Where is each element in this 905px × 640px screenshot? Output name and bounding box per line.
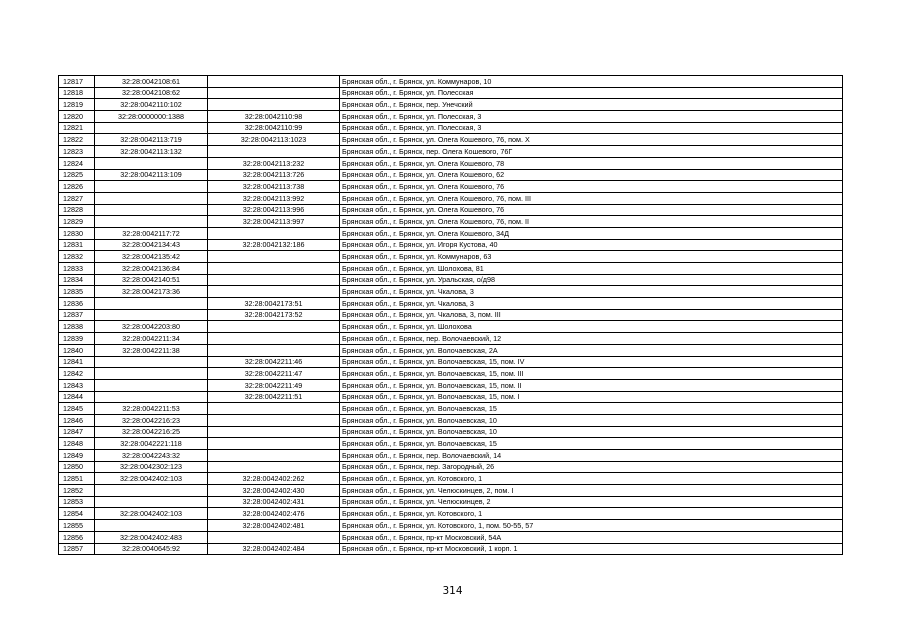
related-cadastral-number-cell: 32:28:0042402:430	[208, 485, 340, 497]
table-row	[59, 333, 843, 345]
table-row	[59, 122, 843, 134]
table-row	[59, 531, 843, 543]
registry-table-body	[59, 76, 843, 555]
address-cell: Брянская обл., г. Брянск, ул. Чкалова, 3, пом. III	[340, 309, 843, 321]
table-row	[59, 403, 843, 415]
table-row	[59, 391, 843, 403]
row-number-cell: 12851	[59, 473, 95, 485]
related-cadastral-number-cell: 32:28:0042211:51	[208, 391, 340, 403]
row-number-cell: 12845	[59, 403, 95, 415]
row-number-cell: 12837	[59, 309, 95, 321]
row-number-cell: 12848	[59, 438, 95, 450]
row-number-cell: 12831	[59, 239, 95, 251]
related-cadastral-number-cell	[208, 87, 340, 99]
address-cell: Брянская обл., г. Брянск, ул. Шолохова, 81	[340, 263, 843, 275]
related-cadastral-number-cell: 32:28:0042402:484	[208, 543, 340, 555]
table-row	[59, 309, 843, 321]
address-cell: Брянская обл., г. Брянск, ул. Игоря Кустова, 40	[340, 239, 843, 251]
address-cell: Брянская обл., г. Брянск, ул. Полесская	[340, 87, 843, 99]
cadastral-number-cell: 32:28:0042136:84	[95, 263, 208, 275]
row-number-cell: 12823	[59, 146, 95, 158]
cadastral-number-cell: 32:28:0042117:72	[95, 227, 208, 239]
row-number-cell: 12819	[59, 99, 95, 111]
cadastral-number-cell: 32:28:0042402:103	[95, 473, 208, 485]
cadastral-number-cell: 32:28:0042216:23	[95, 414, 208, 426]
address-cell: Брянская обл., г. Брянск, пер. Загородный, 26	[340, 461, 843, 473]
table-row	[59, 263, 843, 275]
related-cadastral-number-cell	[208, 321, 340, 333]
address-cell: Брянская обл., г. Брянск, ул. Уральская, о/д98	[340, 274, 843, 286]
cadastral-number-cell: 32:28:0042110:102	[95, 99, 208, 111]
related-cadastral-number-cell: 32:28:0042110:98	[208, 111, 340, 123]
row-number-cell: 12833	[59, 263, 95, 275]
row-number-cell: 12840	[59, 344, 95, 356]
table-row	[59, 204, 843, 216]
cadastral-number-cell: 32:28:0042134:43	[95, 239, 208, 251]
table-row	[59, 414, 843, 426]
cadastral-number-cell	[95, 368, 208, 380]
row-number-cell: 12822	[59, 134, 95, 146]
row-number-cell: 12849	[59, 450, 95, 462]
related-cadastral-number-cell	[208, 227, 340, 239]
related-cadastral-number-cell	[208, 333, 340, 345]
related-cadastral-number-cell: 32:28:0042113:996	[208, 204, 340, 216]
cadastral-number-cell: 32:28:0042221:118	[95, 438, 208, 450]
address-cell: Брянская обл., г. Брянск, пер. Олега Кошевого, 76Г	[340, 146, 843, 158]
related-cadastral-number-cell	[208, 438, 340, 450]
row-number-cell: 12838	[59, 321, 95, 333]
address-cell: Брянская обл., г. Брянск, пер. Волочаевский, 14	[340, 450, 843, 462]
table-row	[59, 99, 843, 111]
cadastral-number-cell: 32:28:0042135:42	[95, 251, 208, 263]
table-row	[59, 379, 843, 391]
address-cell: Брянская обл., г. Брянск, ул. Шолохова	[340, 321, 843, 333]
table-row	[59, 356, 843, 368]
cadastral-number-cell	[95, 485, 208, 497]
related-cadastral-number-cell: 32:28:0042173:52	[208, 309, 340, 321]
related-cadastral-number-cell	[208, 414, 340, 426]
cadastral-number-cell	[95, 157, 208, 169]
cadastral-number-cell: 32:28:0042402:483	[95, 531, 208, 543]
row-number-cell: 12857	[59, 543, 95, 555]
table-row	[59, 368, 843, 380]
table-row	[59, 508, 843, 520]
cadastral-number-cell	[95, 181, 208, 193]
related-cadastral-number-cell: 32:28:0042113:997	[208, 216, 340, 228]
row-number-cell: 12834	[59, 274, 95, 286]
related-cadastral-number-cell: 32:28:0042211:46	[208, 356, 340, 368]
cadastral-number-cell: 32:28:0042211:34	[95, 333, 208, 345]
related-cadastral-number-cell: 32:28:0042402:476	[208, 508, 340, 520]
cadastral-number-cell: 32:28:0042113:132	[95, 146, 208, 158]
row-number-cell: 12839	[59, 333, 95, 345]
table-row	[59, 216, 843, 228]
address-cell: Брянская обл., г. Брянск, ул. Челюскинцев, 2, пом. I	[340, 485, 843, 497]
cadastral-number-cell: 32:28:0040645:92	[95, 543, 208, 555]
address-cell: Брянская обл., г. Брянск, ул. Котовского, 1	[340, 508, 843, 520]
table-row	[59, 473, 843, 485]
related-cadastral-number-cell	[208, 251, 340, 263]
cadastral-number-cell	[95, 356, 208, 368]
cadastral-number-cell: 32:28:0042140:51	[95, 274, 208, 286]
address-cell: Брянская обл., г. Брянск, ул. Олега Кошевого, 78	[340, 157, 843, 169]
row-number-cell: 12818	[59, 87, 95, 99]
address-cell: Брянская обл., г. Брянск, ул. Олега Кошевого, 76	[340, 204, 843, 216]
row-number-cell: 12817	[59, 76, 95, 88]
address-cell: Брянская обл., г. Брянск, ул. Олега Кошевого, 76, пом. II	[340, 216, 843, 228]
table-row	[59, 146, 843, 158]
address-cell: Брянская обл., г. Брянск, ул. Чкалова, 3	[340, 286, 843, 298]
row-number-cell: 12826	[59, 181, 95, 193]
address-cell: Брянская обл., г. Брянск, ул. Челюскинцев, 2	[340, 496, 843, 508]
related-cadastral-number-cell	[208, 461, 340, 473]
row-number-cell: 12820	[59, 111, 95, 123]
cadastral-number-cell	[95, 379, 208, 391]
related-cadastral-number-cell: 32:28:0042113:992	[208, 192, 340, 204]
table-row	[59, 450, 843, 462]
address-cell: Брянская обл., г. Брянск, ул. Коммунаров, 63	[340, 251, 843, 263]
related-cadastral-number-cell	[208, 344, 340, 356]
related-cadastral-number-cell	[208, 531, 340, 543]
row-number-cell: 12842	[59, 368, 95, 380]
row-number-cell: 12853	[59, 496, 95, 508]
address-cell: Брянская обл., г. Брянск, ул. Олега Кошевого, 62	[340, 169, 843, 181]
row-number-cell: 12829	[59, 216, 95, 228]
table-row	[59, 87, 843, 99]
cadastral-number-cell: 32:28:0042211:53	[95, 403, 208, 415]
cadastral-number-cell: 32:28:0000000:1388	[95, 111, 208, 123]
cadastral-number-cell: 32:28:0042302:123	[95, 461, 208, 473]
cadastral-number-cell: 32:28:0042173:36	[95, 286, 208, 298]
related-cadastral-number-cell: 32:28:0042402:262	[208, 473, 340, 485]
row-number-cell: 12844	[59, 391, 95, 403]
address-cell: Брянская обл., г. Брянск, ул. Волочаевская, 15, пом. III	[340, 368, 843, 380]
table-row	[59, 169, 843, 181]
address-cell: Брянская обл., г. Брянск, ул. Олега Кошевого, 76, пом. III	[340, 192, 843, 204]
table-row	[59, 76, 843, 88]
row-number-cell: 12852	[59, 485, 95, 497]
cadastral-number-cell	[95, 496, 208, 508]
cadastral-number-cell: 32:28:0042113:109	[95, 169, 208, 181]
row-number-cell: 12832	[59, 251, 95, 263]
address-cell: Брянская обл., г. Брянск, ул. Волочаевская, 10	[340, 414, 843, 426]
table-row	[59, 543, 843, 555]
cadastral-number-cell: 32:28:0042108:62	[95, 87, 208, 99]
address-cell: Брянская обл., г. Брянск, ул. Волочаевская, 15, пом. IV	[340, 356, 843, 368]
table-row	[59, 520, 843, 532]
table-row	[59, 438, 843, 450]
related-cadastral-number-cell	[208, 76, 340, 88]
row-number-cell: 12854	[59, 508, 95, 520]
address-cell: Брянская обл., г. Брянск, ул. Волочаевская, 15	[340, 438, 843, 450]
address-cell: Брянская обл., г. Брянск, ул. Волочаевская, 10	[340, 426, 843, 438]
row-number-cell: 12821	[59, 122, 95, 134]
related-cadastral-number-cell	[208, 99, 340, 111]
row-number-cell: 12824	[59, 157, 95, 169]
table-row	[59, 111, 843, 123]
table-row	[59, 461, 843, 473]
cadastral-number-cell: 32:28:0042108:61	[95, 76, 208, 88]
registry-table	[58, 75, 843, 555]
cadastral-number-cell: 32:28:0042402:103	[95, 508, 208, 520]
address-cell: Брянская обл., г. Брянск, пер. Волочаевский, 12	[340, 333, 843, 345]
address-cell: Брянская обл., г. Брянск, ул. Полесская, 3	[340, 111, 843, 123]
table-row	[59, 485, 843, 497]
cadastral-number-cell: 32:28:0042203:80	[95, 321, 208, 333]
table-row	[59, 426, 843, 438]
table-row	[59, 239, 843, 251]
cadastral-number-cell	[95, 298, 208, 310]
table-row	[59, 181, 843, 193]
address-cell: Брянская обл., г. Брянск, пер. Унечский	[340, 99, 843, 111]
related-cadastral-number-cell: 32:28:0042132:186	[208, 239, 340, 251]
cadastral-number-cell: 32:28:0042113:719	[95, 134, 208, 146]
table-row	[59, 251, 843, 263]
table-row	[59, 134, 843, 146]
page-number: 314	[442, 585, 463, 597]
address-cell: Брянская обл., г. Брянск, ул. Котовского, 1	[340, 473, 843, 485]
table-row	[59, 274, 843, 286]
row-number-cell: 12847	[59, 426, 95, 438]
row-number-cell: 12836	[59, 298, 95, 310]
address-cell: Брянская обл., г. Брянск, ул. Коммунаров, 10	[340, 76, 843, 88]
related-cadastral-number-cell	[208, 403, 340, 415]
table-row	[59, 227, 843, 239]
address-cell: Брянская обл., г. Брянск, ул. Олега Кошевого, 76	[340, 181, 843, 193]
related-cadastral-number-cell: 32:28:0042110:99	[208, 122, 340, 134]
cadastral-number-cell: 32:28:0042243:32	[95, 450, 208, 462]
table-row	[59, 192, 843, 204]
related-cadastral-number-cell	[208, 146, 340, 158]
cadastral-number-cell	[95, 520, 208, 532]
address-cell: Брянская обл., г. Брянск, ул. Волочаевская, 15	[340, 403, 843, 415]
cadastral-number-cell: 32:28:0042216:25	[95, 426, 208, 438]
address-cell: Брянская обл., г. Брянск, пр-кт Московский, 1 корп. 1	[340, 543, 843, 555]
address-cell: Брянская обл., г. Брянск, ул. Олега Кошевого, 34Д	[340, 227, 843, 239]
row-number-cell: 12843	[59, 379, 95, 391]
related-cadastral-number-cell	[208, 263, 340, 275]
related-cadastral-number-cell	[208, 450, 340, 462]
table-row	[59, 321, 843, 333]
related-cadastral-number-cell: 32:28:0042173:51	[208, 298, 340, 310]
address-cell: Брянская обл., г. Брянск, ул. Волочаевская, 15, пом. I	[340, 391, 843, 403]
address-cell: Брянская обл., г. Брянск, ул. Котовского, 1, пом. 50-55, 57	[340, 520, 843, 532]
related-cadastral-number-cell: 32:28:0042113:726	[208, 169, 340, 181]
cadastral-number-cell	[95, 391, 208, 403]
related-cadastral-number-cell: 32:28:0042113:1023	[208, 134, 340, 146]
related-cadastral-number-cell: 32:28:0042211:49	[208, 379, 340, 391]
address-cell: Брянская обл., г. Брянск, ул. Олега Кошевого, 76, пом. X	[340, 134, 843, 146]
related-cadastral-number-cell	[208, 286, 340, 298]
row-number-cell: 12841	[59, 356, 95, 368]
cadastral-number-cell	[95, 216, 208, 228]
row-number-cell: 12835	[59, 286, 95, 298]
row-number-cell: 12825	[59, 169, 95, 181]
related-cadastral-number-cell: 32:28:0042211:47	[208, 368, 340, 380]
related-cadastral-number-cell: 32:28:0042113:738	[208, 181, 340, 193]
address-cell: Брянская обл., г. Брянск, ул. Полесская, 3	[340, 122, 843, 134]
cadastral-number-cell	[95, 309, 208, 321]
address-cell: Брянская обл., г. Брянск, пр-кт Московский, 54А	[340, 531, 843, 543]
row-number-cell: 12830	[59, 227, 95, 239]
address-cell: Брянская обл., г. Брянск, ул. Волочаевская, 2А	[340, 344, 843, 356]
related-cadastral-number-cell: 32:28:0042402:481	[208, 520, 340, 532]
row-number-cell: 12856	[59, 531, 95, 543]
related-cadastral-number-cell	[208, 274, 340, 286]
address-cell: Брянская обл., г. Брянск, ул. Волочаевская, 15, пом. II	[340, 379, 843, 391]
row-number-cell: 12846	[59, 414, 95, 426]
address-cell: Брянская обл., г. Брянск, ул. Чкалова, 3	[340, 298, 843, 310]
related-cadastral-number-cell	[208, 426, 340, 438]
cadastral-number-cell: 32:28:0042211:38	[95, 344, 208, 356]
table-row	[59, 157, 843, 169]
related-cadastral-number-cell: 32:28:0042113:232	[208, 157, 340, 169]
cadastral-number-cell	[95, 204, 208, 216]
row-number-cell: 12827	[59, 192, 95, 204]
row-number-cell: 12828	[59, 204, 95, 216]
table-row	[59, 496, 843, 508]
cadastral-number-cell	[95, 192, 208, 204]
table-row	[59, 344, 843, 356]
cadastral-number-cell	[95, 122, 208, 134]
row-number-cell: 12850	[59, 461, 95, 473]
table-row	[59, 286, 843, 298]
row-number-cell: 12855	[59, 520, 95, 532]
related-cadastral-number-cell: 32:28:0042402:431	[208, 496, 340, 508]
table-row	[59, 298, 843, 310]
